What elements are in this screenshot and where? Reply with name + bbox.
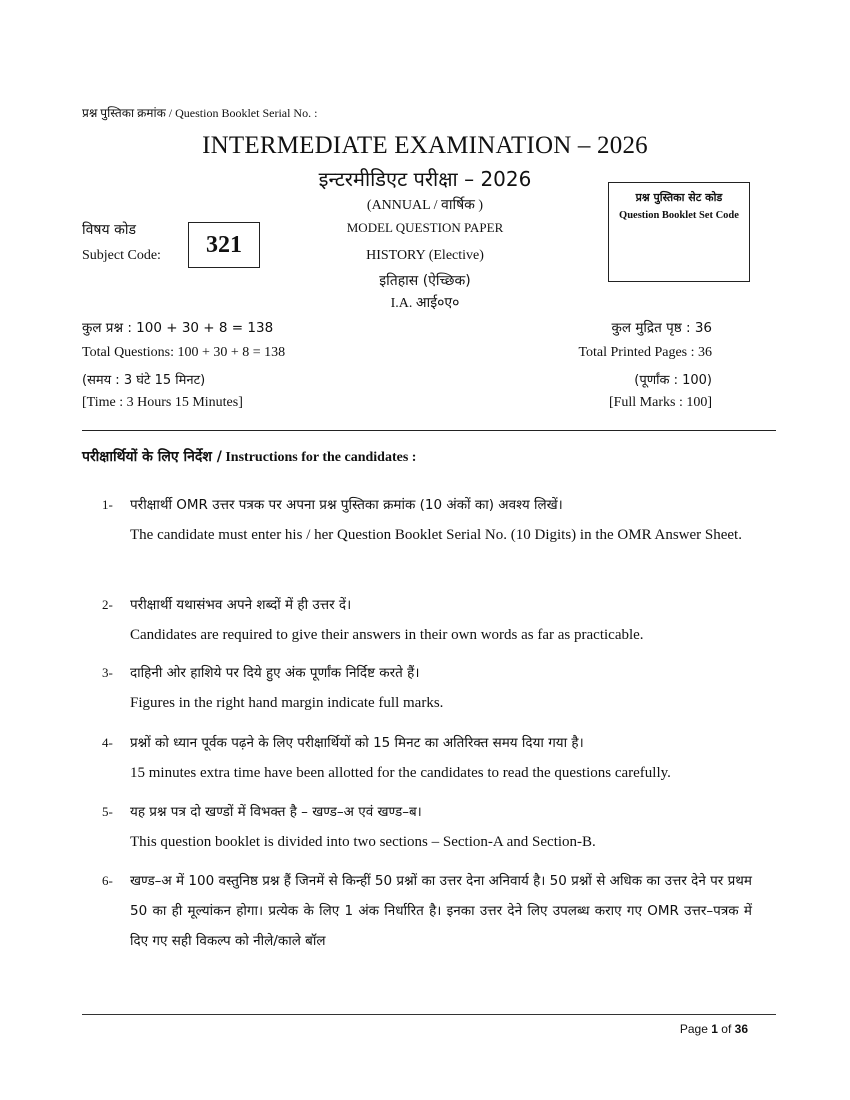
total-questions-hindi: कुल प्रश्न : 100 + 30 + 8 = 138 [82,320,274,336]
page-current: 1 [711,1022,718,1036]
paper-type: MODEL QUESTION PAPER [346,220,504,235]
subject-code-value: 321 [206,231,242,258]
divider [82,430,776,431]
page-total: 36 [734,1022,748,1036]
instruction-number: 2- [102,597,113,612]
instruction-number: 5- [102,804,113,819]
instruction-hindi: खण्ड–अ में 100 वस्तुनिष्ठ प्रश्न हैं जिनमें से किन्हीं 50 प्रश्नों का उत्तर देना अनिवार्य है। 50 प्रश्नों से अधिक का उत्तर देने पर प्रथम 50 का ही मूल्यांकन होगा। प्रत्येक के लिए 1 अंक निर्धारित है। इनका उत्तर देने लिए उपलब्ध कराए गए OMR उत्तर–पत्रक में दिए गए सही विकल्प को नीले/काले बॉल [130,873,752,949]
instruction-item-4 [102,728,752,788]
page-of: of [721,1022,732,1036]
total-pages: Total Printed Pages : 36 [578,345,712,360]
exam-title-hindi: इन्टरमीडिएट परीक्षा – 2026 [318,167,532,191]
instruction-hindi: यह प्रश्न पत्र दो खण्डों में विभक्त है – खण्ड–अ एवं खण्ड–ब। [130,804,422,820]
instruction-hindi: दाहिनी ओर हाशिये पर दिये हुए अंक पूर्णांक निर्दिष्ट करते हैं। [130,665,420,681]
set-code-label-hindi: प्रश्न पुस्तिका सेट कोड [635,191,723,204]
full-marks-hindi: (पूर्णांक : 100) [634,373,712,388]
instruction-item-1 [102,490,752,550]
instruction-english: 15 minutes extra time have been allotted for the candidates to read the questions carefully. [130,765,671,781]
page-label: Page [679,1022,708,1036]
instructions-heading-hindi: परीक्षार्थियों के लिए निर्देश / [82,449,222,465]
stream-label: I.A. आई०ए० [390,296,460,311]
instruction-item-2 [102,590,752,650]
exam-title: INTERMEDIATE EXAMINATION – 2026 [202,132,648,159]
footer-divider [82,1014,776,1015]
page-number [680,1022,748,1036]
total-pages-hindi: कुल मुद्रित पृष्ठ : 36 [611,320,712,336]
instruction-english: Figures in the right hand margin indicate full marks. [130,695,444,711]
instruction-hindi: परीक्षार्थी यथासंभव अपने शब्दों में ही उत्तर दें। [130,597,352,613]
instruction-number: 3- [102,665,113,680]
instruction-english: Candidates are required to give their answers in their own words as far as practicable. [130,627,644,643]
time-allowed: [Time : 3 Hours 15 Minutes] [82,395,243,410]
set-code-box [608,182,750,282]
instruction-english: This question booklet is divided into two sections – Section-A and Section-B. [130,834,596,850]
instructions-heading-english: Instructions for the candidates : [225,450,417,465]
time-hindi: (समय : 3 घंटे 15 मिनट) [82,373,206,388]
instructions-heading [82,447,416,466]
instruction-hindi: परीक्षार्थी OMR उत्तर पत्रक पर अपना प्रश्न पुस्तिका क्रमांक (10 अंकों का) अवश्य लिखें। [130,497,563,513]
instruction-item-6 [102,866,752,956]
total-questions: Total Questions: 100 + 30 + 8 = 138 [82,345,286,360]
serial-number-label: प्रश्न पुस्तिका क्रमांक / Question Booklet Serial No. : [82,106,318,120]
instruction-english: The candidate must enter his / her Question Booklet Serial No. (10 Digits) in the OMR Answer Sheet. [130,527,742,543]
instruction-number: 1- [102,497,113,512]
instruction-item-5 [102,797,752,857]
subject-name: HISTORY (Elective) [366,248,484,263]
instruction-item-3 [102,658,752,718]
set-code-label: Question Booklet Set Code [619,210,739,221]
full-marks: [Full Marks : 100] [608,395,712,410]
instruction-hindi: प्रश्नों को ध्यान पूर्वक पढ़ने के लिए परीक्षार्थियों को 15 मिनट का अतिरिक्त समय दिया गया है। [130,735,584,751]
exam-type: (ANNUAL / वार्षिक ) [366,198,484,213]
subject-code-label-hindi: विषय कोड [82,222,136,238]
instruction-number: 4- [102,735,113,750]
instruction-number: 6- [102,873,113,888]
subject-name-hindi: इतिहास (ऐच्छिक) [379,273,471,289]
subject-code-label: Subject Code: [82,248,161,263]
